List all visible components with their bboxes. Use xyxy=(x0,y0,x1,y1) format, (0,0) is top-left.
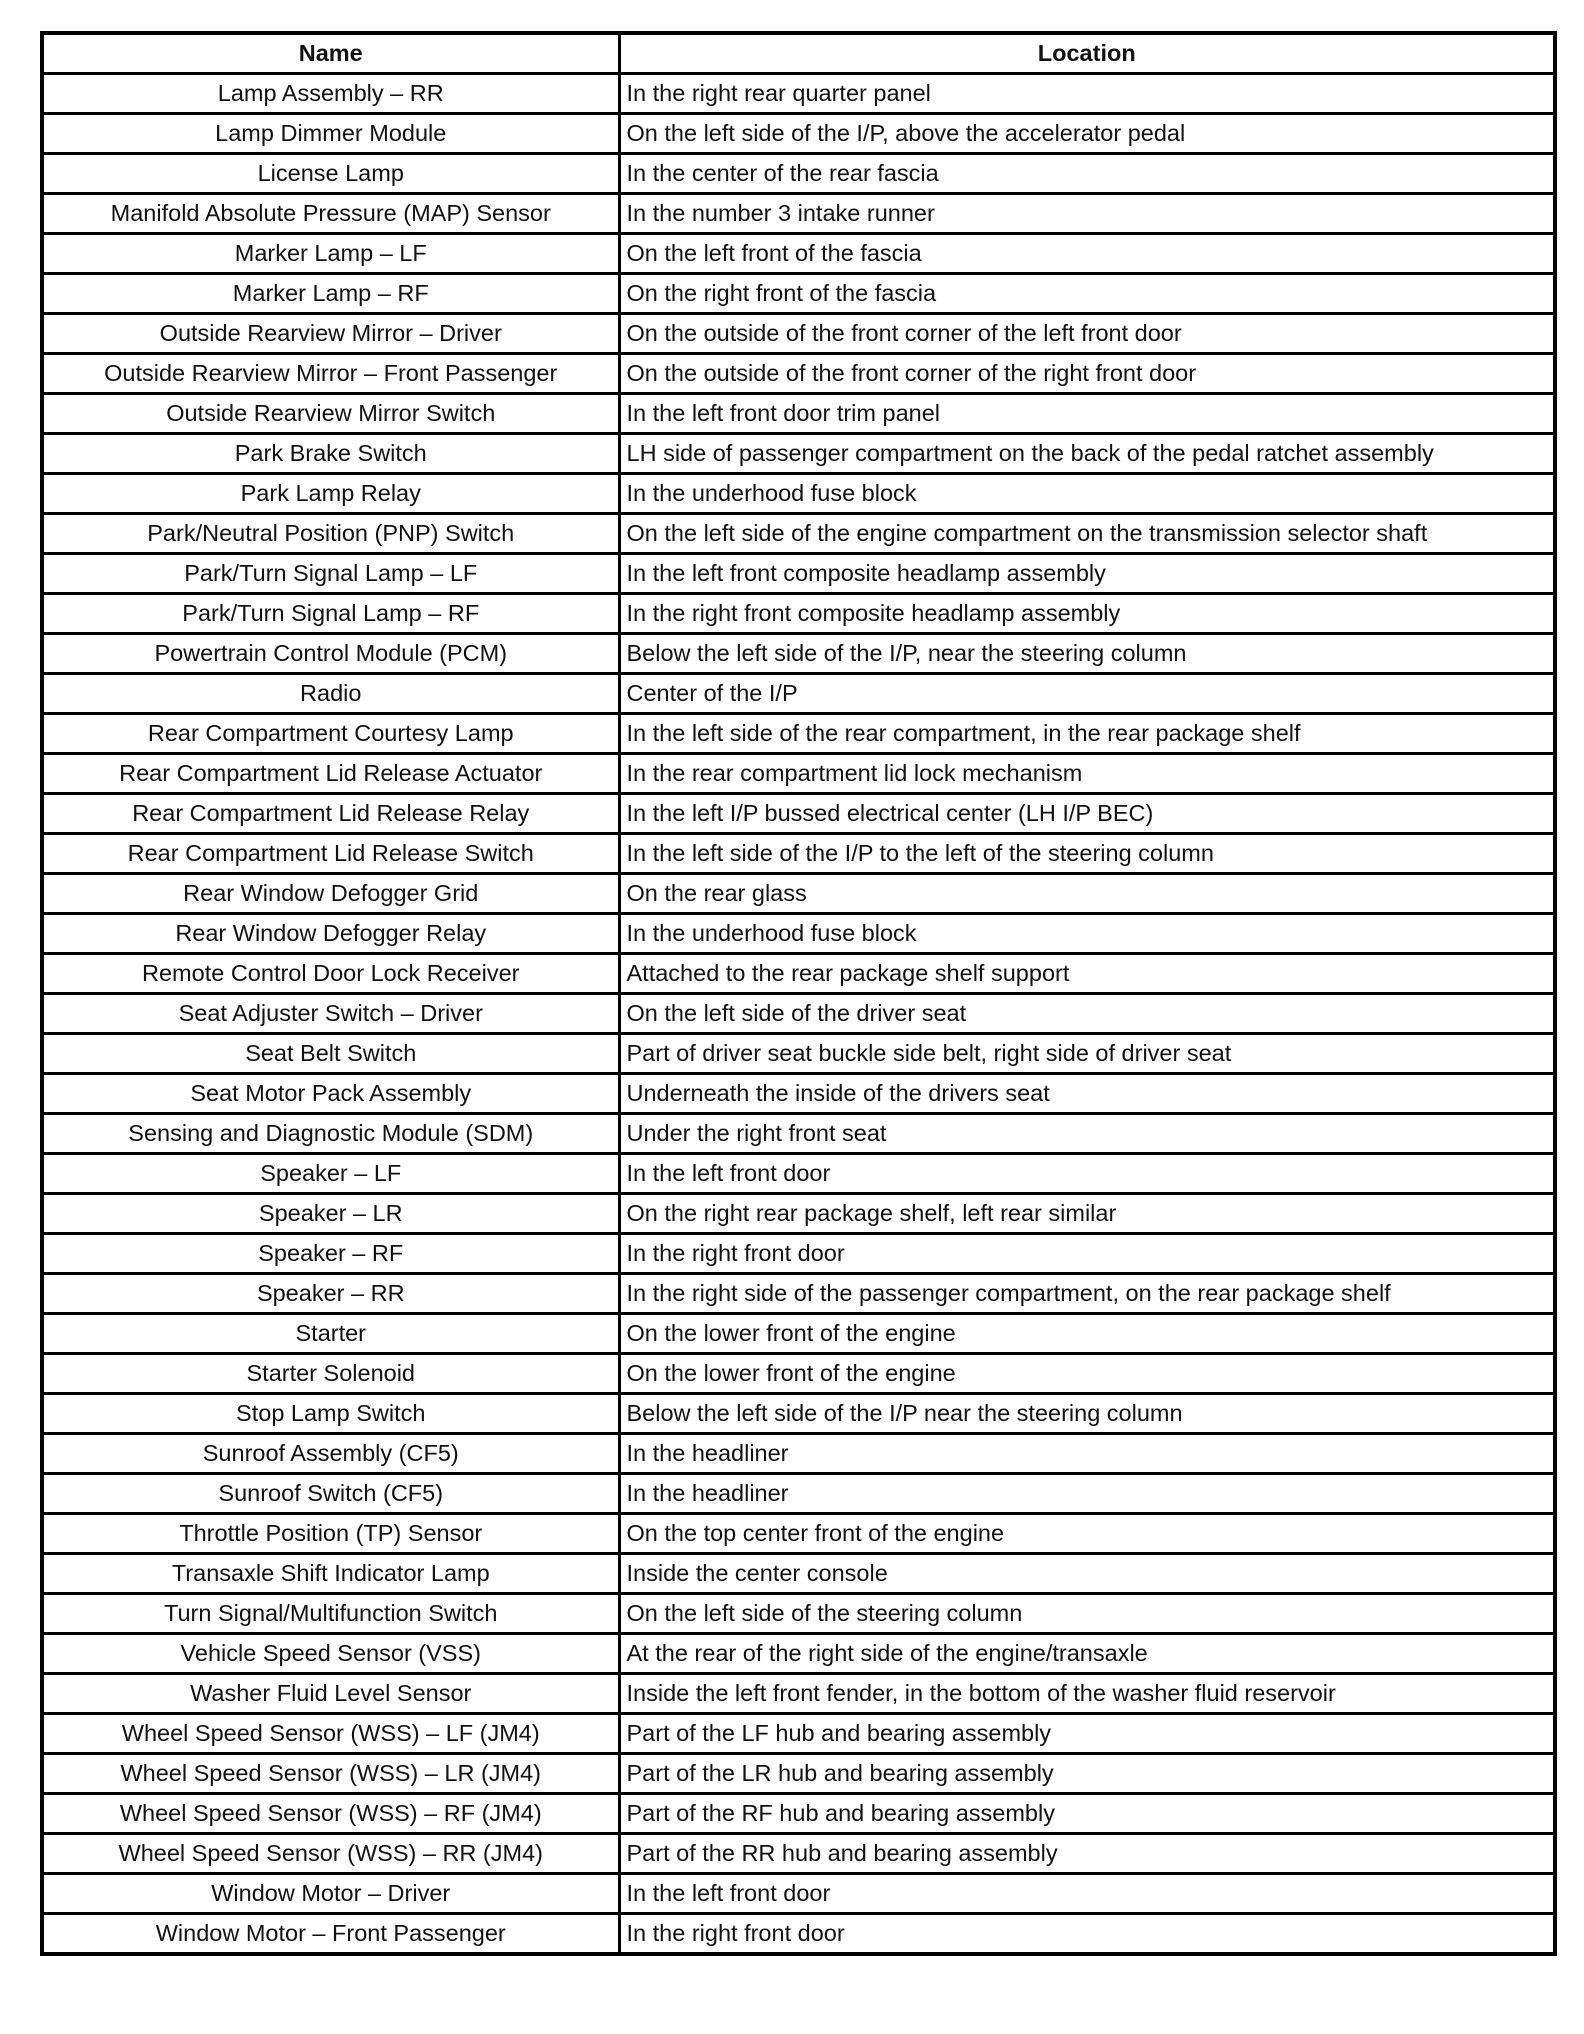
component-name-cell: Rear Compartment Lid Release Relay xyxy=(42,794,619,834)
table-row xyxy=(42,834,1555,874)
component-location-cell: On the left side of the steering column xyxy=(619,1594,1555,1634)
table-row xyxy=(42,1914,1555,1955)
component-name-cell: Powertrain Control Module (PCM) xyxy=(42,634,619,674)
component-name-cell: Outside Rearview Mirror – Driver xyxy=(42,314,619,354)
component-name-cell: Outside Rearview Mirror Switch xyxy=(42,394,619,434)
component-location-cell: In the headliner xyxy=(619,1434,1555,1474)
component-location-table xyxy=(40,31,1557,1956)
component-name-cell: Rear Window Defogger Grid xyxy=(42,874,619,914)
component-location-cell: LH side of passenger compartment on the back of the pedal ratchet assembly xyxy=(619,434,1555,474)
name-column-header: Name xyxy=(42,33,619,74)
component-location-cell: In the left I/P bussed electrical center (LH I/P BEC) xyxy=(619,794,1555,834)
table-row xyxy=(42,714,1555,754)
component-location-cell: In the rear compartment lid lock mechanism xyxy=(619,754,1555,794)
component-location-cell: In the center of the rear fascia xyxy=(619,154,1555,194)
component-location-cell: On the outside of the front corner of the left front door xyxy=(619,314,1555,354)
component-name-cell: Park/Turn Signal Lamp – RF xyxy=(42,594,619,634)
component-location-cell: Under the right front seat xyxy=(619,1114,1555,1154)
component-location-cell: In the left front composite headlamp assembly xyxy=(619,554,1555,594)
table-row xyxy=(42,234,1555,274)
table-row xyxy=(42,394,1555,434)
table-row xyxy=(42,1034,1555,1074)
component-name-cell: Park Brake Switch xyxy=(42,434,619,474)
table-row xyxy=(42,1354,1555,1394)
component-location-cell: On the left side of the engine compartment on the transmission selector shaft xyxy=(619,514,1555,554)
component-location-cell: In the left side of the I/P to the left of the steering column xyxy=(619,834,1555,874)
table-row xyxy=(42,594,1555,634)
table-row xyxy=(42,794,1555,834)
location-column-header: Location xyxy=(619,33,1555,74)
component-name-cell: Sunroof Switch (CF5) xyxy=(42,1474,619,1514)
component-name-cell: Wheel Speed Sensor (WSS) – RF (JM4) xyxy=(42,1794,619,1834)
component-location-cell: In the right front composite headlamp assembly xyxy=(619,594,1555,634)
component-name-cell: Transaxle Shift Indicator Lamp xyxy=(42,1554,619,1594)
component-name-cell: Stop Lamp Switch xyxy=(42,1394,619,1434)
component-name-cell: Manifold Absolute Pressure (MAP) Sensor xyxy=(42,194,619,234)
table-row xyxy=(42,1754,1555,1794)
component-name-cell: Rear Window Defogger Relay xyxy=(42,914,619,954)
table-row xyxy=(42,114,1555,154)
component-location-cell: On the right front of the fascia xyxy=(619,274,1555,314)
component-location-cell: On the lower front of the engine xyxy=(619,1314,1555,1354)
table-row xyxy=(42,954,1555,994)
table-row xyxy=(42,434,1555,474)
table-row xyxy=(42,1394,1555,1434)
component-name-cell: Outside Rearview Mirror – Front Passenger xyxy=(42,354,619,394)
component-location-cell: In the headliner xyxy=(619,1474,1555,1514)
component-location-cell: Below the left side of the I/P, near the steering column xyxy=(619,634,1555,674)
component-name-cell: Wheel Speed Sensor (WSS) – LF (JM4) xyxy=(42,1714,619,1754)
component-location-cell: In the left side of the rear compartment, in the rear package shelf xyxy=(619,714,1555,754)
component-name-cell: Remote Control Door Lock Receiver xyxy=(42,954,619,994)
component-name-cell: Seat Adjuster Switch – Driver xyxy=(42,994,619,1034)
component-name-cell: Window Motor – Driver xyxy=(42,1874,619,1914)
component-location-cell: Inside the left front fender, in the bottom of the washer fluid reservoir xyxy=(619,1674,1555,1714)
table-row xyxy=(42,754,1555,794)
table-row xyxy=(42,554,1555,594)
component-name-cell: Rear Compartment Courtesy Lamp xyxy=(42,714,619,754)
table-row xyxy=(42,474,1555,514)
component-name-cell: Speaker – LF xyxy=(42,1154,619,1194)
table-row xyxy=(42,354,1555,394)
component-name-cell: Marker Lamp – LF xyxy=(42,234,619,274)
component-name-cell: License Lamp xyxy=(42,154,619,194)
table-row xyxy=(42,1234,1555,1274)
table-row xyxy=(42,194,1555,234)
table-header-row xyxy=(42,33,1555,74)
table-row xyxy=(42,1474,1555,1514)
component-location-cell: Attached to the rear package shelf support xyxy=(619,954,1555,994)
component-name-cell: Rear Compartment Lid Release Switch xyxy=(42,834,619,874)
component-location-cell: At the rear of the right side of the engine/transaxle xyxy=(619,1634,1555,1674)
table-row xyxy=(42,1074,1555,1114)
component-location-cell: Below the left side of the I/P near the steering column xyxy=(619,1394,1555,1434)
component-name-cell: Park/Neutral Position (PNP) Switch xyxy=(42,514,619,554)
component-name-cell: Turn Signal/Multifunction Switch xyxy=(42,1594,619,1634)
component-name-cell: Speaker – RR xyxy=(42,1274,619,1314)
component-location-cell: On the left side of the I/P, above the accelerator pedal xyxy=(619,114,1555,154)
component-location-cell: On the lower front of the engine xyxy=(619,1354,1555,1394)
component-location-cell: In the right front door xyxy=(619,1234,1555,1274)
component-location-cell: In the right rear quarter panel xyxy=(619,74,1555,114)
component-location-cell: In the right side of the passenger compartment, on the rear package shelf xyxy=(619,1274,1555,1314)
table-row xyxy=(42,1634,1555,1674)
component-location-cell: Part of driver seat buckle side belt, right side of driver seat xyxy=(619,1034,1555,1074)
component-location-cell: Part of the RF hub and bearing assembly xyxy=(619,1794,1555,1834)
component-name-cell: Starter xyxy=(42,1314,619,1354)
component-name-cell: Lamp Dimmer Module xyxy=(42,114,619,154)
component-location-cell: In the underhood fuse block xyxy=(619,914,1555,954)
component-name-cell: Park Lamp Relay xyxy=(42,474,619,514)
component-name-cell: Sunroof Assembly (CF5) xyxy=(42,1434,619,1474)
component-name-cell: Seat Motor Pack Assembly xyxy=(42,1074,619,1114)
component-name-cell: Marker Lamp – RF xyxy=(42,274,619,314)
table-row xyxy=(42,74,1555,114)
table-row xyxy=(42,1674,1555,1714)
table-row xyxy=(42,1874,1555,1914)
table-row xyxy=(42,1434,1555,1474)
table-row xyxy=(42,314,1555,354)
table-row xyxy=(42,1314,1555,1354)
table-row xyxy=(42,1594,1555,1634)
component-name-cell: Seat Belt Switch xyxy=(42,1034,619,1074)
component-location-cell: In the left front door xyxy=(619,1154,1555,1194)
component-location-cell: In the left front door trim panel xyxy=(619,394,1555,434)
table-row xyxy=(42,1554,1555,1594)
component-location-cell: Underneath the inside of the drivers seat xyxy=(619,1074,1555,1114)
table-row xyxy=(42,994,1555,1034)
component-name-cell: Lamp Assembly – RR xyxy=(42,74,619,114)
component-location-cell: In the underhood fuse block xyxy=(619,474,1555,514)
table-row xyxy=(42,674,1555,714)
component-name-cell: Starter Solenoid xyxy=(42,1354,619,1394)
component-location-cell: On the right rear package shelf, left rear similar xyxy=(619,1194,1555,1234)
component-location-cell: On the left front of the fascia xyxy=(619,234,1555,274)
component-location-cell: On the left side of the driver seat xyxy=(619,994,1555,1034)
component-location-cell: In the number 3 intake runner xyxy=(619,194,1555,234)
component-name-cell: Speaker – RF xyxy=(42,1234,619,1274)
table-row xyxy=(42,1794,1555,1834)
table-row xyxy=(42,1114,1555,1154)
component-location-cell: In the left front door xyxy=(619,1874,1555,1914)
component-name-cell: Rear Compartment Lid Release Actuator xyxy=(42,754,619,794)
component-name-cell: Park/Turn Signal Lamp – LF xyxy=(42,554,619,594)
component-name-cell: Speaker – LR xyxy=(42,1194,619,1234)
table-row xyxy=(42,1714,1555,1754)
component-name-cell: Sensing and Diagnostic Module (SDM) xyxy=(42,1114,619,1154)
component-location-cell: On the rear glass xyxy=(619,874,1555,914)
component-location-cell: Center of the I/P xyxy=(619,674,1555,714)
table-row xyxy=(42,914,1555,954)
table-row xyxy=(42,1834,1555,1874)
component-location-cell: In the right front door xyxy=(619,1914,1555,1955)
table-row xyxy=(42,514,1555,554)
component-name-cell: Wheel Speed Sensor (WSS) – RR (JM4) xyxy=(42,1834,619,1874)
table-row xyxy=(42,274,1555,314)
table-body xyxy=(42,74,1555,1955)
table-row xyxy=(42,1274,1555,1314)
component-name-cell: Radio xyxy=(42,674,619,714)
component-location-cell: Part of the RR hub and bearing assembly xyxy=(619,1834,1555,1874)
table-row xyxy=(42,154,1555,194)
component-location-cell: Part of the LF hub and bearing assembly xyxy=(619,1714,1555,1754)
table-row xyxy=(42,874,1555,914)
table-row xyxy=(42,1154,1555,1194)
component-location-cell: Part of the LR hub and bearing assembly xyxy=(619,1754,1555,1794)
component-name-cell: Wheel Speed Sensor (WSS) – LR (JM4) xyxy=(42,1754,619,1794)
table-row xyxy=(42,1514,1555,1554)
component-location-cell: On the outside of the front corner of the right front door xyxy=(619,354,1555,394)
component-location-cell: On the top center front of the engine xyxy=(619,1514,1555,1554)
component-name-cell: Vehicle Speed Sensor (VSS) xyxy=(42,1634,619,1674)
component-name-cell: Throttle Position (TP) Sensor xyxy=(42,1514,619,1554)
component-name-cell: Window Motor – Front Passenger xyxy=(42,1914,619,1955)
table-row xyxy=(42,634,1555,674)
component-location-cell: Inside the center console xyxy=(619,1554,1555,1594)
table-row xyxy=(42,1194,1555,1234)
component-name-cell: Washer Fluid Level Sensor xyxy=(42,1674,619,1714)
